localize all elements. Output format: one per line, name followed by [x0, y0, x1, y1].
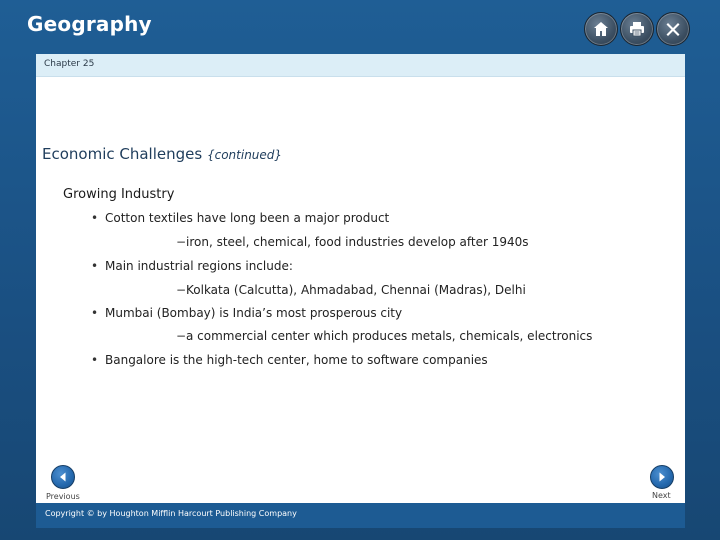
- close-button[interactable]: [656, 12, 690, 46]
- slide-title-text: Economic Challenges: [42, 145, 203, 163]
- app-title: Geography: [27, 12, 152, 36]
- bullet-item: • Mumbai (Bombay) is India’s most prosperous city: [91, 306, 402, 320]
- copyright-text: Copyright © by Houghton Mifflin Harcourt Publishing Company: [45, 509, 297, 518]
- bullet-item: • Main industrial regions include:: [91, 259, 293, 273]
- home-icon: [592, 20, 610, 38]
- print-button[interactable]: [620, 12, 654, 46]
- bullet-item: • Cotton textiles have long been a major product: [91, 211, 389, 225]
- bullet-item: • Bangalore is the high-tech center, home to software companies: [91, 353, 488, 367]
- print-icon: [628, 20, 646, 38]
- slide-title-suffix: {continued}: [206, 148, 283, 162]
- next-label[interactable]: Next: [652, 491, 671, 500]
- arrow-left-icon: [57, 471, 69, 483]
- previous-label[interactable]: Previous: [46, 492, 80, 501]
- arrow-right-icon: [656, 471, 668, 483]
- chapter-label: Chapter 25: [44, 59, 95, 69]
- slide-title: [42, 145, 282, 163]
- sub-item: − iron, steel, chemical, food industries develop after 1940s: [176, 235, 529, 249]
- sub-item: − Kolkata (Calcutta), Ahmadabad, Chennai (Madras), Delhi: [176, 283, 526, 297]
- slide-content: [36, 77, 685, 503]
- previous-button[interactable]: [51, 465, 75, 489]
- next-button[interactable]: [650, 465, 674, 489]
- footer-bar: [36, 503, 685, 528]
- section-heading: Growing Industry: [63, 187, 175, 202]
- chapter-bar: [36, 54, 685, 77]
- close-icon: [664, 20, 682, 38]
- home-button[interactable]: [584, 12, 618, 46]
- sub-item: − a commercial center which produces metals, chemicals, electronics: [176, 329, 592, 343]
